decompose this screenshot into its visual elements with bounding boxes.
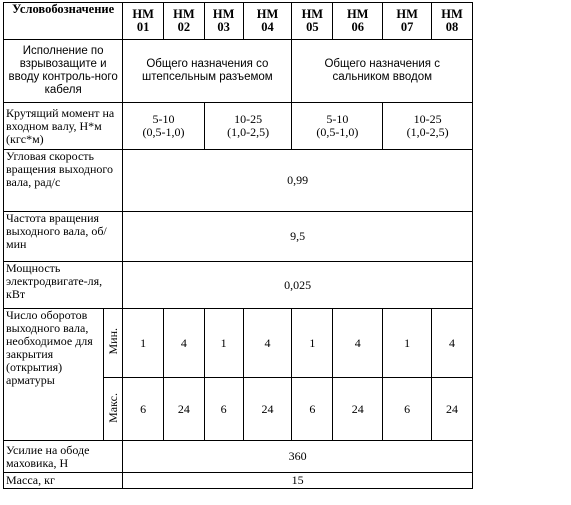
torque-value-03-04: 10-25 (1,0-2,5): [204, 103, 292, 150]
rim-force-label: Усилие на ободе маховика, Н: [4, 441, 123, 473]
torque-label: Крутящий момент на входном валу, Н*м (кгс*м): [4, 103, 123, 150]
torque-row: [4, 103, 473, 150]
model-header-02: НМ 02: [164, 3, 205, 40]
torque-value-01-02: 5-10 (0,5-1,0): [123, 103, 205, 150]
execution-group-b: Общего назначения с сальником вводом: [292, 40, 473, 103]
power-row: [4, 262, 473, 309]
turns-min-label: Мин.: [103, 309, 122, 378]
rotation-frequency-value: 9,5: [123, 212, 473, 262]
specifications-table: [3, 2, 473, 489]
execution-row: [4, 40, 473, 103]
execution-group-a: Общего назначения со штепсельным разъемом: [123, 40, 292, 103]
model-header-04: НМ 04: [243, 3, 292, 40]
designation-header: Условобозначение: [4, 3, 123, 40]
turns-max-label: Макс.: [103, 378, 122, 441]
model-header-01: НМ 01: [123, 3, 164, 40]
turns-max-08: 24: [432, 378, 473, 441]
turns-min-05: 1: [292, 309, 333, 378]
angular-speed-label: Угловая скорость вращения выходного вала, рад/с: [4, 150, 123, 212]
rotation-frequency-row: [4, 212, 473, 262]
model-header-07: НМ 07: [383, 3, 432, 40]
turns-min-08: 4: [432, 309, 473, 378]
mass-value: 15: [123, 473, 473, 489]
angular-speed-value: 0,99: [123, 150, 473, 212]
turns-max-01: 6: [123, 378, 164, 441]
turns-max-05: 6: [292, 378, 333, 441]
turns-max-07: 6: [383, 378, 432, 441]
model-header-08: НМ 08: [432, 3, 473, 40]
turns-max-03: 6: [204, 378, 243, 441]
angular-speed-row: [4, 150, 473, 212]
execution-label: Исполнение по взрывозащите и вводу контроль-ного кабеля: [4, 40, 123, 103]
mass-label: Масса, кг: [4, 473, 123, 489]
turns-min-07: 1: [383, 309, 432, 378]
torque-value-05-06: 5-10 (0,5-1,0): [292, 103, 383, 150]
torque-value-07-08: 10-25 (1,0-2,5): [383, 103, 473, 150]
header-row: [4, 3, 473, 40]
turns-min-02: 4: [164, 309, 205, 378]
turns-max-02: 24: [164, 378, 205, 441]
turns-min-04: 4: [243, 309, 292, 378]
turns-min-03: 1: [204, 309, 243, 378]
power-label: Мощность электродвигате-ля, кВт: [4, 262, 123, 309]
mass-row: [4, 473, 473, 489]
power-value: 0,025: [123, 262, 473, 309]
turns-label: Число оборотов выходного вала, необходимое для закрытия (открытия) арматуры: [4, 309, 104, 441]
rim-force-value: 360: [123, 441, 473, 473]
turns-min-06: 4: [333, 309, 383, 378]
rim-force-row: [4, 441, 473, 473]
turns-max-06: 24: [333, 378, 383, 441]
model-header-05: НМ 05: [292, 3, 333, 40]
model-header-03: НМ 03: [204, 3, 243, 40]
turns-min-row: [4, 309, 473, 378]
rotation-frequency-label: Частота вращения выходного вала, об/мин: [4, 212, 123, 262]
turns-max-04: 24: [243, 378, 292, 441]
turns-min-01: 1: [123, 309, 164, 378]
model-header-06: НМ 06: [333, 3, 383, 40]
